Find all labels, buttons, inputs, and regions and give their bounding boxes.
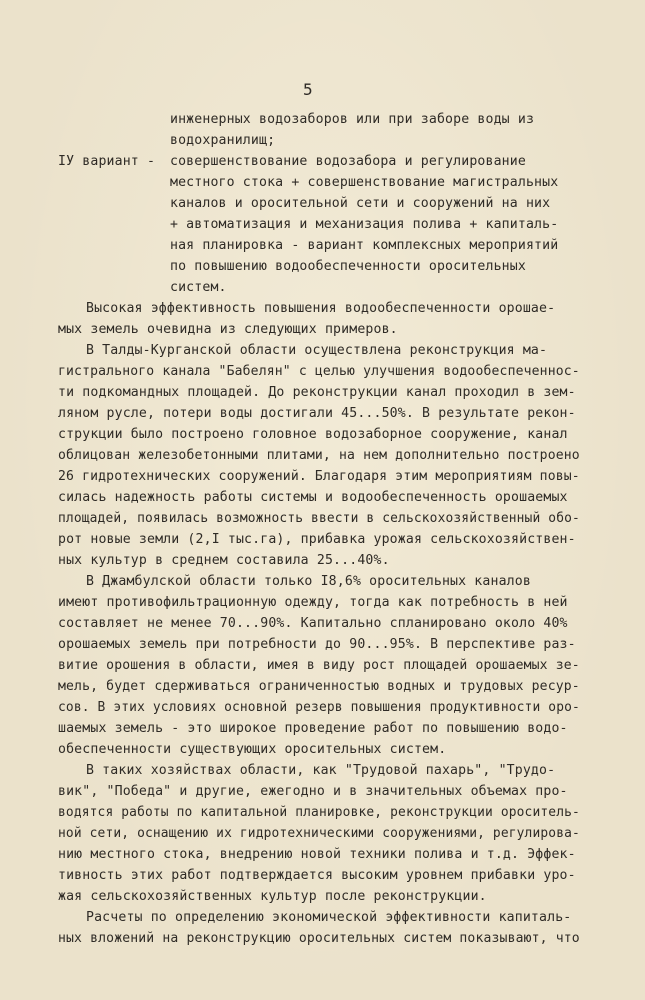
text-line: нию местного стока, внедрению новой техники полива и т.д. Эффек- [58,847,576,862]
text-line: площадей, появилась возможность ввести в сельскохозяйственный обо- [58,511,580,526]
text-line: + автоматизация и механизация полива + капиталь- [170,217,559,232]
text-line: ная планировка - вариант комплексных мероприятий [170,238,559,253]
text-line: В Талды-Курганской области осуществлена реконструкция ма- [86,343,548,358]
text-line: ляном русле, потери воды достигали 45...50%. В результате рекон- [58,406,576,421]
text-line: рот новые земли (2,I тыс.га), прибавка урожая сельскохозяйствен- [58,532,576,547]
text-line: 26 гидротехнических сооружений. Благодаря этим мероприятиям повы- [58,469,580,484]
text-line: местного стока + совершенствование магистральных [170,175,559,190]
text-line: составляет не менее 70...90%. Капитально спланировано около 40% [58,616,568,631]
text-line: тивность этих работ подтверждается высоким уровнем прибавки уро- [58,868,576,883]
text-line: инженерных водозаборов или при заборе воды из [170,112,535,127]
text-line: мых земель очевидна из следующих примеров. [58,322,398,337]
text-line: вик", "Победа" и другие, ежегодно и в значительных объемах про- [58,784,568,799]
text-line: силась надежность работы системы и водообеспеченность орошаемых [58,490,568,505]
text-line: облицован железобетонными плитами, на нем дополнительно построено [58,448,580,463]
text-line: ных культур в среднем составила 25...40%. [58,553,390,568]
text-line: В Джамбулской области только I8,6% оросительных каналов [86,574,531,589]
text-line: ной сети, оснащению их гидротехническими сооружениями, регулирова- [58,826,580,841]
text-line: водохранилищ; [170,133,276,148]
text-line: орошаемых земель при потребности до 90...95%. В перспективе раз- [58,637,576,652]
text-line: ных вложений на реконструкцию оросительных систем показывают, что [58,931,580,946]
text-line: по повышению водообеспеченности оросительных [170,259,526,274]
text-line: В таких хозяйствах области, как "Трудовой пахарь", "Трудо- [86,763,556,778]
text-line: сов. В этих условиях основной резерв повышения продуктивности оро- [58,700,580,715]
text-line: имеют противофильтрационную одежду, тогда как потребность в ней [58,595,568,610]
text-line: каналов и оросительной сети и сооружений на них [170,196,551,211]
page-number: 5 [303,80,313,99]
text-line: водятся работы по капитальной планировке, реконструкции ороситель- [58,805,580,820]
text-line: Высокая эффективность повышения водообеспеченности орошае- [86,301,556,316]
text-line: струкции было построено головное водозаборное сооружение, канал [58,427,568,442]
text-line: ти подкомандных площадей. До реконструкции канал проходил в зем- [58,385,576,400]
text-line: систем. [170,280,227,295]
text-line: жая сельскохозяйственных культур после реконструкции. [58,889,487,904]
text-line: обеспеченности существующих оросительных систем. [58,742,447,757]
text-line: витие орошения в области, имея в виду рост площадей орошаемых зе- [58,658,580,673]
text-line: Расчеты по определению экономической эффективности капиталь- [86,910,572,925]
text-line: гистрального канала "Бабелян" с целью улучшения водообеспеченнос- [58,364,580,379]
text-line: мель, будет сдерживаться ограниченностью водных и трудовых ресур- [58,679,580,694]
text-line: совершенствование водозабора и регулирование [170,154,526,169]
variant-label: IУ вариант - [58,154,156,169]
text-line: шаемых земель - это широкое проведение работ по повышению водо- [58,721,568,736]
